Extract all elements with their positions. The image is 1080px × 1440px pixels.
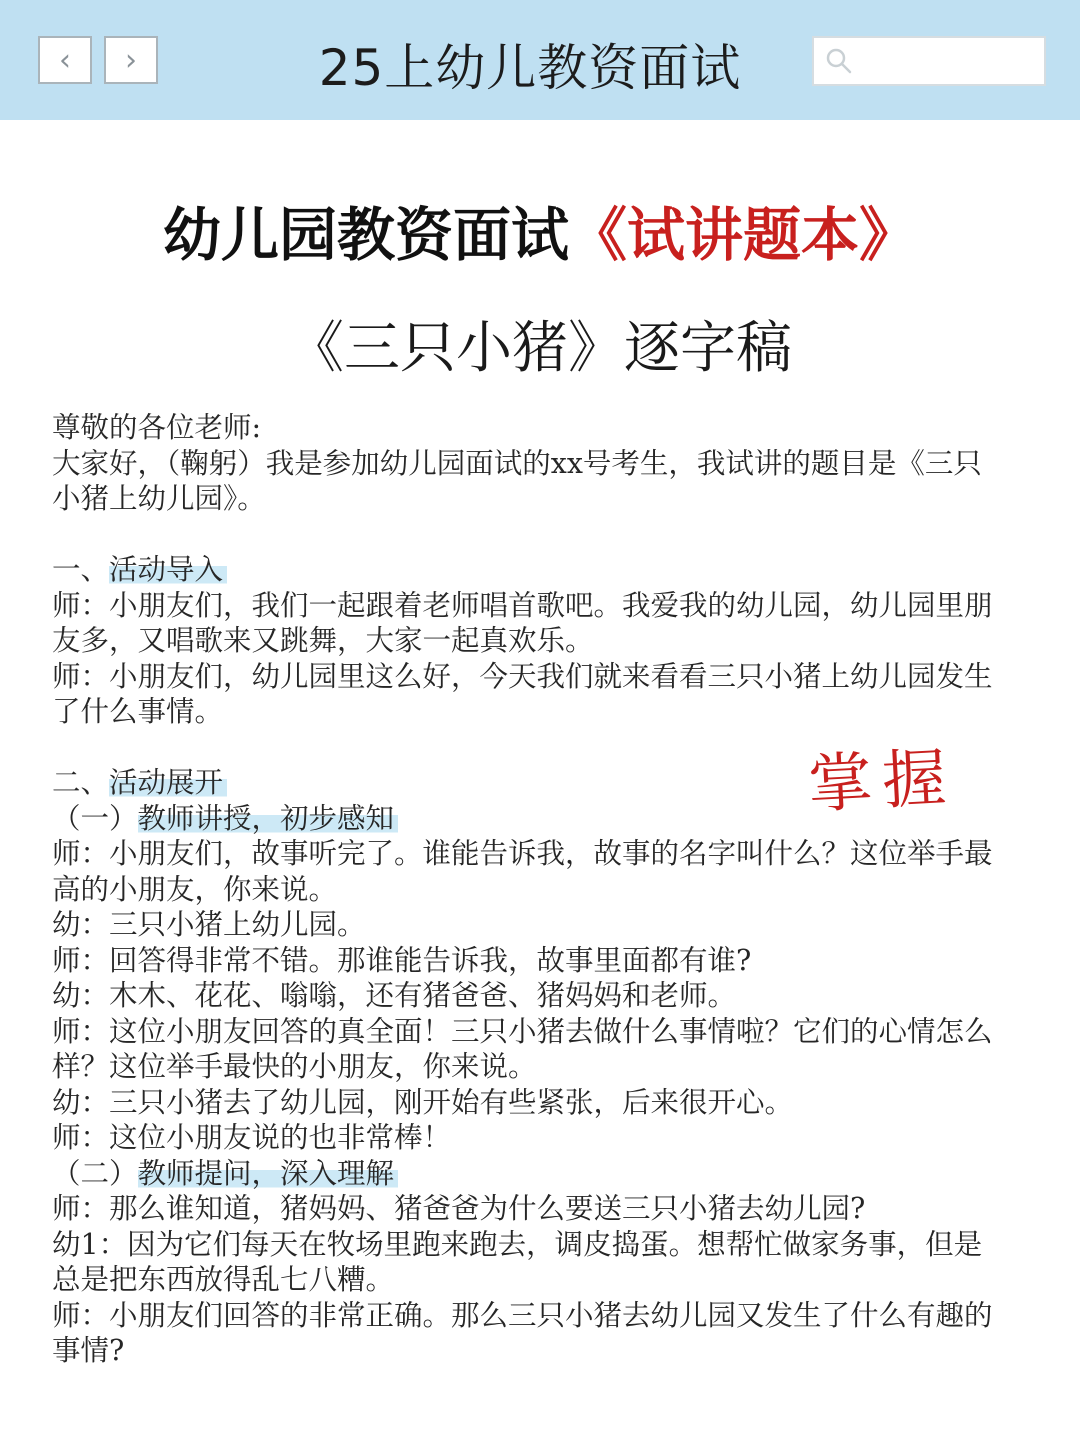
text-line: 大家好，（鞠躬）我是参加幼儿园面试的xx号考生，我试讲的题目是《三只 — [52, 446, 982, 480]
subsection-title: 教师讲授，初步感知 — [138, 802, 399, 835]
section-number: 二、 — [52, 766, 110, 799]
document-title — [0, 188, 1080, 272]
text-line: 师：小朋友们，故事听完了。谁能告诉我，故事的名字叫什么？这位举手最 — [52, 837, 993, 870]
text-line: 师：回答得非常不错。那谁能告诉我，故事里面都有谁? — [52, 943, 752, 977]
subsection-heading — [52, 801, 1032, 837]
text-line: 总是把东西放得乱七八糟。 — [52, 1263, 395, 1296]
search-input[interactable] — [812, 36, 1046, 86]
text-line: 样？这位举手最快的小朋友，你来说。 — [52, 1050, 537, 1083]
text-line: 了什么事情。 — [52, 695, 224, 728]
section-title: 活动展开 — [109, 766, 227, 799]
text-line: 幼：木木、花花、嗡嗡，还有猪爸爸、猪妈妈和老师。 — [52, 979, 737, 1012]
subsection-number: （二） — [52, 1156, 138, 1190]
text-line: 师：那么谁知道，猪妈妈、猪爸爸为什么要送三只小猪去幼儿园? — [52, 1192, 866, 1225]
stamp-text: 掌握 — [806, 741, 959, 823]
text-line: 友多，又唱歌来又跳舞，大家一起真欢乐。 — [52, 624, 594, 657]
subsection-title: 教师提问，深入理解 — [138, 1157, 399, 1190]
title-black: 幼儿园教资面试 — [162, 201, 569, 269]
section-heading — [52, 552, 1032, 588]
spacer — [52, 730, 1032, 766]
top-bar — [0, 0, 1080, 120]
text-line: 师：小朋友们回答的非常正确。那么三只小猪去幼儿园又发生了什么有趣的 — [52, 1298, 993, 1332]
search-icon — [824, 46, 854, 76]
text-line: 幼1：因为它们每天在牧场里跑来跑去，调皮捣蛋。想帮忙做家务事，但是 — [52, 1227, 983, 1261]
subsection-number: （一） — [52, 801, 138, 835]
section-heading — [52, 765, 1032, 801]
section-title: 活动导入 — [109, 553, 227, 586]
text-line: 幼：三只小猪上幼儿园。 — [52, 908, 366, 941]
text-line: 师：小朋友们，我们一起跟着老师唱首歌吧。我爱我的幼儿园，幼儿园里朋 — [52, 588, 993, 622]
text-line: 师：这位小朋友回答的真全面！三只小猪去做什么事情啦？它们的心情怎么 — [52, 1014, 993, 1048]
text-line: 小猪上幼儿园》。 — [52, 482, 266, 515]
text-line: 师：这位小朋友说的也非常棒！ — [52, 1121, 452, 1154]
chevron-right-icon: › — [125, 42, 137, 78]
subsection-heading — [52, 1156, 1032, 1192]
text-line: 师：小朋友们，幼儿园里这么好，今天我们就来看看三只小猪上幼儿园发生 — [52, 659, 993, 693]
document-subtitle: 《三只小猪》逐字稿 — [288, 316, 792, 381]
section-number: 一、 — [52, 553, 110, 586]
chevron-left-icon: ‹ — [59, 42, 71, 78]
page-title: 25上幼儿教资面试 — [318, 39, 742, 97]
spacer — [52, 517, 1032, 553]
text-line: 尊敬的各位老师: — [52, 411, 262, 444]
text-line: 事情? — [52, 1334, 125, 1367]
script-body — [52, 410, 1032, 1369]
text-line: 幼：三只小猪去了幼儿园，刚开始有些紧张，后来很开心。 — [52, 1085, 794, 1119]
title-red: 《试讲题本》 — [569, 201, 918, 269]
forward-button[interactable] — [104, 36, 158, 84]
text-line: 高的小朋友，你来说。 — [52, 872, 338, 906]
back-button[interactable] — [38, 36, 92, 84]
